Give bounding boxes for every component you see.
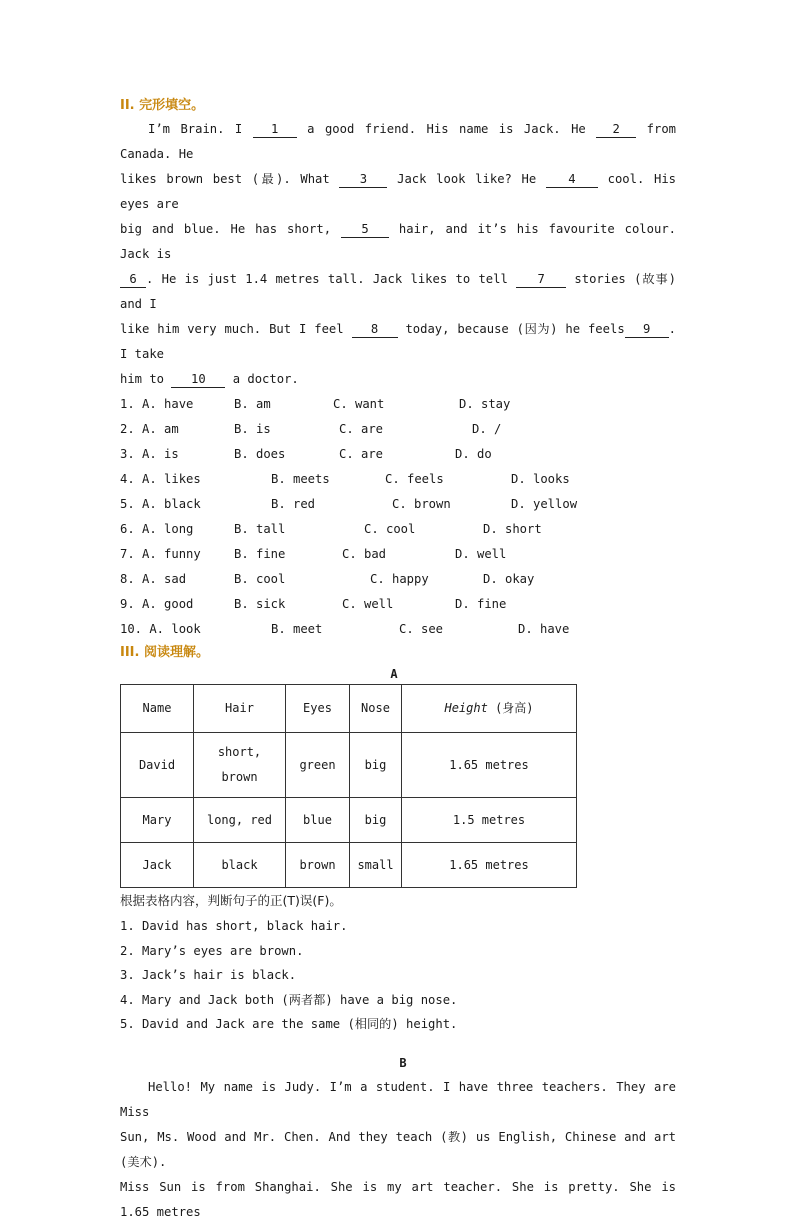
option-row-1	[120, 392, 676, 417]
cell-hair: short, brown	[194, 733, 286, 798]
option-c[interactable]: C. are	[339, 447, 384, 461]
option-c[interactable]: C. see	[399, 622, 444, 636]
option-a[interactable]: 3. A. is	[120, 447, 179, 461]
option-row-2	[120, 417, 676, 442]
option-d[interactable]: D. have	[518, 622, 570, 636]
option-row-9	[120, 592, 676, 617]
option-c[interactable]: C. brown	[392, 497, 451, 511]
option-row-6	[120, 517, 676, 542]
cell-height: 1.65 metres	[402, 733, 577, 798]
option-d[interactable]: D. looks	[511, 472, 570, 486]
passage-line: big and blue. He has short, 5 hair, and it’s his favourite colour. Jack is	[120, 222, 676, 261]
option-a[interactable]: 1. A. have	[120, 397, 194, 411]
header-height-en: Height	[444, 701, 488, 715]
option-d[interactable]: D. okay	[483, 572, 535, 586]
cell-eyes: brown	[286, 843, 350, 888]
option-d[interactable]: D. well	[455, 547, 507, 561]
blank-4[interactable]: 4	[546, 172, 598, 188]
blank-5[interactable]: 5	[341, 222, 389, 238]
part-a-heading: A	[390, 667, 398, 681]
option-b[interactable]: B. am	[234, 397, 271, 411]
option-row-8	[120, 567, 676, 592]
tf-instruction: 根据表格内容，判断句子的正(T)误(F)。	[120, 893, 342, 908]
option-row-7	[120, 542, 676, 567]
option-row-5	[120, 492, 676, 517]
option-b[interactable]: B. fine	[234, 547, 286, 561]
option-d[interactable]: D. /	[472, 422, 502, 436]
option-c[interactable]: C. want	[333, 397, 385, 411]
statement-5: 5. David and Jack are the same (相同的) height.	[120, 1017, 458, 1031]
passage-b-line: Miss Sun is from Shanghai. She is my art teacher. She is pretty. She is 1.65 metres	[120, 1179, 676, 1219]
option-a[interactable]: 4. A. likes	[120, 472, 201, 486]
cell-nose: small	[350, 843, 402, 888]
header-height-cn: (身高)	[495, 701, 534, 715]
blank-3[interactable]: 3	[339, 172, 387, 188]
blank-10[interactable]: 10	[171, 372, 225, 388]
part-b-heading: B	[399, 1055, 407, 1070]
blank-7[interactable]: 7	[516, 272, 566, 288]
option-c[interactable]: C. well	[342, 597, 394, 611]
statement-3: 3. Jack’s hair is black.	[120, 968, 297, 982]
section-3-title: III. 阅读理解。	[120, 645, 209, 660]
option-d[interactable]: D. yellow	[511, 497, 578, 511]
blank-6[interactable]: 6	[120, 272, 146, 288]
option-d[interactable]: D. fine	[455, 597, 507, 611]
cell-eyes: blue	[286, 798, 350, 843]
cell-eyes: green	[286, 733, 350, 798]
cell-hair: black	[194, 843, 286, 888]
option-a[interactable]: 8. A. sad	[120, 572, 187, 586]
blank-2[interactable]: 2	[596, 122, 636, 138]
option-row-4	[120, 467, 676, 492]
option-a[interactable]: 10. A. look	[120, 622, 201, 636]
option-b[interactable]: B. sick	[234, 597, 286, 611]
option-b[interactable]: B. meets	[271, 472, 330, 486]
option-b[interactable]: B. tall	[234, 522, 286, 536]
option-row-10	[120, 617, 676, 642]
passage-line: like him very much. But I feel 8 today, because (因为) he feels 9 . I take	[120, 322, 676, 361]
section-2-title: II. 完形填空。	[120, 98, 205, 113]
blank-8[interactable]: 8	[352, 322, 398, 338]
cell-nose: big	[350, 798, 402, 843]
option-d[interactable]: D. stay	[459, 397, 511, 411]
option-b[interactable]: B. is	[234, 422, 271, 436]
table-header-row	[121, 685, 577, 733]
blank-1[interactable]: 1	[253, 122, 297, 138]
option-c[interactable]: C. bad	[342, 547, 387, 561]
passage-line: likes brown best (最). What 3 Jack look like? He 4 cool. His eyes are	[120, 172, 677, 211]
option-d[interactable]: D. do	[455, 447, 492, 461]
cell-height: 1.65 metres	[402, 843, 577, 888]
cell-height: 1.5 metres	[402, 798, 577, 843]
option-b[interactable]: B. does	[234, 447, 286, 461]
tf-statements	[120, 914, 676, 1037]
cell-nose: big	[350, 733, 402, 798]
header-name: Name	[121, 685, 194, 733]
header-eyes: Eyes	[286, 685, 350, 733]
worksheet-page	[120, 95, 676, 1225]
passage-b-line: Hello! My name is Judy. I’m a student. I have three teachers. They are Miss	[120, 1079, 676, 1119]
passage-b-line: Sun, Ms. Wood and Mr. Chen. And they teach (教) us English, Chinese and art (美术).	[120, 1129, 676, 1169]
option-row-3	[120, 442, 676, 467]
cell-name: Jack	[121, 843, 194, 888]
statement-1: 1. David has short, black hair.	[120, 919, 348, 933]
header-height	[402, 685, 577, 733]
statement-2: 2. Mary’s eyes are brown.	[120, 943, 304, 958]
option-a[interactable]: 5. A. black	[120, 497, 201, 511]
cell-name: Mary	[121, 798, 194, 843]
passage-line: 6 . He is just 1.4 metres tall. Jack likes to tell 7 stories (故事) and I	[120, 272, 676, 311]
table-row	[121, 798, 577, 843]
blank-9[interactable]: 9	[625, 322, 669, 338]
statement-4: 4. Mary and Jack both (两者都) have a big nose.	[120, 992, 458, 1007]
option-b[interactable]: B. meet	[271, 622, 323, 636]
cell-hair: long, red	[194, 798, 286, 843]
option-c[interactable]: C. happy	[370, 572, 429, 586]
option-b[interactable]: B. red	[271, 497, 316, 511]
option-c[interactable]: C. are	[339, 422, 384, 436]
header-nose: Nose	[350, 685, 402, 733]
option-d[interactable]: D. short	[483, 522, 542, 536]
option-a[interactable]: 7. A. funny	[120, 547, 201, 561]
option-a[interactable]: 2. A. am	[120, 422, 179, 436]
passage-line: him to 10 a doctor.	[120, 372, 299, 386]
passage-line: I’m Brain. I 1 a good friend. His name is Jack. He 2 from Canada. He	[120, 122, 676, 161]
header-hair: Hair	[194, 685, 286, 733]
options-list	[120, 392, 676, 642]
option-a[interactable]: 9. A. good	[120, 597, 194, 611]
info-table	[120, 684, 577, 888]
passage-b	[120, 1075, 676, 1225]
option-c[interactable]: C. cool	[364, 522, 416, 536]
option-a[interactable]: 6. A. long	[120, 522, 194, 536]
table-row	[121, 733, 577, 798]
table-row	[121, 843, 577, 888]
option-c[interactable]: C. feels	[385, 472, 444, 486]
option-b[interactable]: B. cool	[234, 572, 286, 586]
cloze-passage	[120, 117, 676, 392]
cell-name: David	[121, 733, 194, 798]
